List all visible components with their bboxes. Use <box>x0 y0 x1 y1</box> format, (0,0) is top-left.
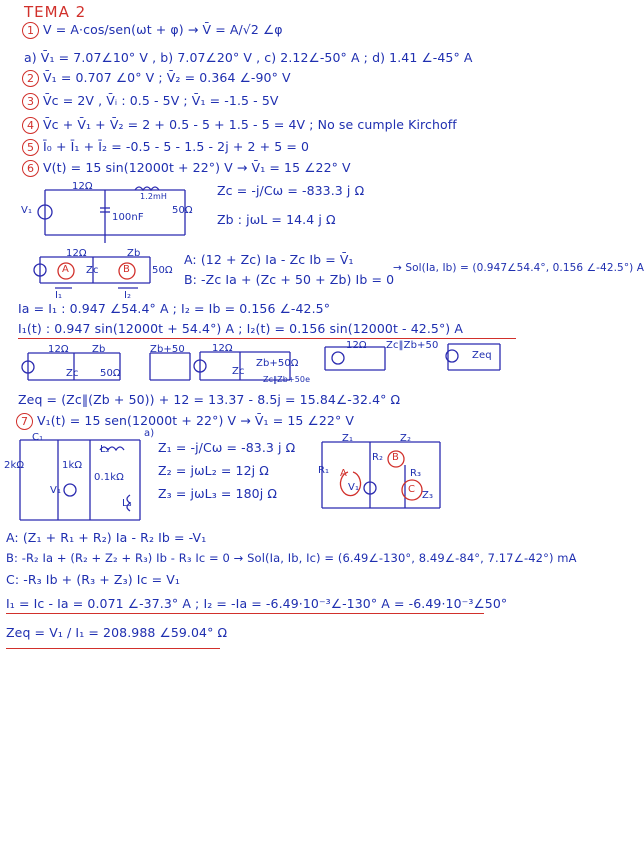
zc-value: Zc = -j/Cω = -833.3 j Ω <box>217 183 365 198</box>
result-time-currents: I₁(t) : 0.947 sin(12000t + 54.4°) A ; I₂(t) = 0.156 sin(12000t - 42.5°) A <box>18 321 464 336</box>
eq7-currents: I₁ = Ic - Ia = 0.071 ∠-37.3° A ; I₂ = -Ia = -6.49·10⁻³∠-130° A = -6.49·10⁻³∠50° <box>6 596 508 611</box>
c2r-z1: Z₁ <box>342 433 354 444</box>
eq-label-par: Zc‖Zb+50 <box>386 340 439 351</box>
circuit1-r1: 12Ω <box>72 181 93 192</box>
exercise-text: V̄c = 2V , V̄ᵢ : 0.5 - 5V ; V̄₁ = -1.5 - 5V <box>43 93 279 108</box>
mesh-r2: 50Ω <box>152 265 173 276</box>
exercise-number: 3 <box>22 93 39 110</box>
eq-label-zb: Zb <box>92 344 106 355</box>
exercise-number: 4 <box>22 117 39 134</box>
mesh-i2: I₂ <box>124 290 132 301</box>
mesh-zb: Zb <box>127 248 141 259</box>
result-currents: Ia = I₁ : 0.947 ∠54.4° A ; I₂ = Ib = 0.156 ∠-42.5° <box>18 301 331 316</box>
c2r-a: A <box>340 468 347 479</box>
c2r-z3: Z₃ <box>422 490 434 501</box>
c2-2k: 2kΩ <box>4 460 25 471</box>
exercise-text: V₁(t) = 15 sen(12000t + 22°) V → V̄₁ = 15 ∠22° V <box>37 413 355 428</box>
eq-label-12: 12Ω <box>48 344 69 355</box>
exercise-number: 7 <box>16 413 33 430</box>
c2r-r2: R₂ <box>372 452 384 463</box>
zb-value: Zb : jωL = 14.4 j Ω <box>217 212 336 227</box>
eq7-zeq: Zeq = V₁ / I₁ = 208.988 ∠59.04° Ω <box>6 625 228 640</box>
eq-label-12b: 12Ω <box>212 343 233 354</box>
underline-rule-2 <box>6 613 484 614</box>
mesh-b: B <box>123 264 130 275</box>
zeq-result: Zeq = (Zc‖(Zb + 50)) + 12 = 13.37 - 8.5j = 15.84∠-32.4° Ω <box>18 392 401 407</box>
z2-value: Z₂ = jωL₂ = 12j Ω <box>158 463 269 478</box>
c2-c1: C₁ <box>32 432 44 443</box>
mesh-r1: 12Ω <box>66 248 87 259</box>
circuit1-capacitor: 100nF <box>112 212 144 223</box>
mesh-solution: → Sol(Ia, Ib) = (0.947∠54.4°, 0.156 ∠-42.5°) A <box>393 262 644 274</box>
exercise-number: 1 <box>22 22 39 39</box>
c2r-v1: V₁ <box>348 482 360 493</box>
c2-l3: L₃ <box>122 498 132 509</box>
eq-label-parallel: Zc‖Zb+50e <box>263 375 311 384</box>
exercise-7 <box>16 413 354 430</box>
exercise-number: 2 <box>22 70 39 87</box>
eq7-a: A: (Z₁ + R₁ + R₂) Ia - R₂ Ib = -V₁ <box>6 530 207 545</box>
eq-label-zb50: Zb+50 <box>150 344 185 355</box>
c2r-r3: R₃ <box>410 468 422 479</box>
c2r-r1: R₁ <box>318 465 330 476</box>
eq-label-12c: 12Ω <box>346 340 367 351</box>
circuit1-inductor: 1.2mH <box>140 192 168 201</box>
eq-label-zb50b: Zb+50Ω <box>256 358 299 369</box>
c2-01k: 0.1kΩ <box>94 472 124 483</box>
c2r-z2: Z₂ <box>400 433 412 444</box>
underline-rule-3 <box>6 648 220 649</box>
eq-label-zeq: Zeq <box>472 350 492 361</box>
z1-value: Z₁ = -j/Cω = -83.3 j Ω <box>158 440 296 455</box>
c2r-c: C <box>408 484 416 495</box>
c2-a: a) <box>144 428 155 439</box>
eq-label-zc: Zc <box>66 368 79 379</box>
eq7-c: C: -R₃ Ib + (R₃ + Z₃) Ic = V₁ <box>6 572 180 587</box>
mesh-i1: I₁ <box>55 290 63 301</box>
mesh-eq-b: B: -Zc Ia + (Zc + 50 + Zb) Ib = 0 <box>184 272 395 287</box>
exercise-text: Ī₀ + Ī₁ + Ī₂ = -0.5 - 5 - 1.5 - 2j + 2 + 5 = 0 <box>43 139 310 154</box>
underline-rule <box>18 338 516 339</box>
exercise-text: V̄₁ = 0.707 ∠0° V ; V̄₂ = 0.364 ∠-90° V <box>43 70 291 85</box>
exercise-number: 6 <box>22 160 39 177</box>
c2r-b: B <box>392 452 399 463</box>
z3-value: Z₃ = jωL₃ = 180j Ω <box>158 486 277 501</box>
circuit1-r2: 50Ω <box>172 205 193 216</box>
exercise-number: 5 <box>22 139 39 156</box>
c2-v1: V₁ <box>50 485 62 496</box>
c2-1k: 1kΩ <box>62 460 83 471</box>
exercise-text: V̄c + V̄₁ + V̄₂ = 2 + 0.5 - 5 + 1.5 - 5 = 4V ; No se cumple Kirchoff <box>43 117 457 132</box>
eq-label-50: 50Ω <box>100 368 121 379</box>
eq-label-zc2: Zc <box>232 366 245 377</box>
exercise-text: V(t) = 15 sin(12000t + 22°) V → V̄₁ = 15 ∠22° V <box>43 160 351 175</box>
mesh-zc: Zc <box>86 265 99 276</box>
exercise-1-answers: a) V̄₁ = 7.07∠10° V , b) 7.07∠20° V , c) 2.12∠-50° A ; d) 1.41 ∠-45° A <box>24 50 473 65</box>
page-title: TEMA 2 <box>24 3 87 21</box>
c2-l2: L₂ <box>100 444 110 455</box>
eq7-b: B: -R₂ Ia + (R₂ + Z₂ + R₃) Ib - R₃ Ic = 0 → Sol(Ia, Ib, Ic) = (6.49∠-130°, 8.49∠-84°, 7.17∠-42°) mA <box>6 551 577 565</box>
circuit1-source: V₁ <box>21 205 33 216</box>
exercise-text: V = A·cos/sen(ωt + φ) → V̄ = A/√2 ∠φ <box>43 22 283 37</box>
mesh-a: A <box>62 264 69 275</box>
mesh-eq-a: A: (12 + Zc) Ia - Zc Ib = V̄₁ <box>184 252 354 267</box>
